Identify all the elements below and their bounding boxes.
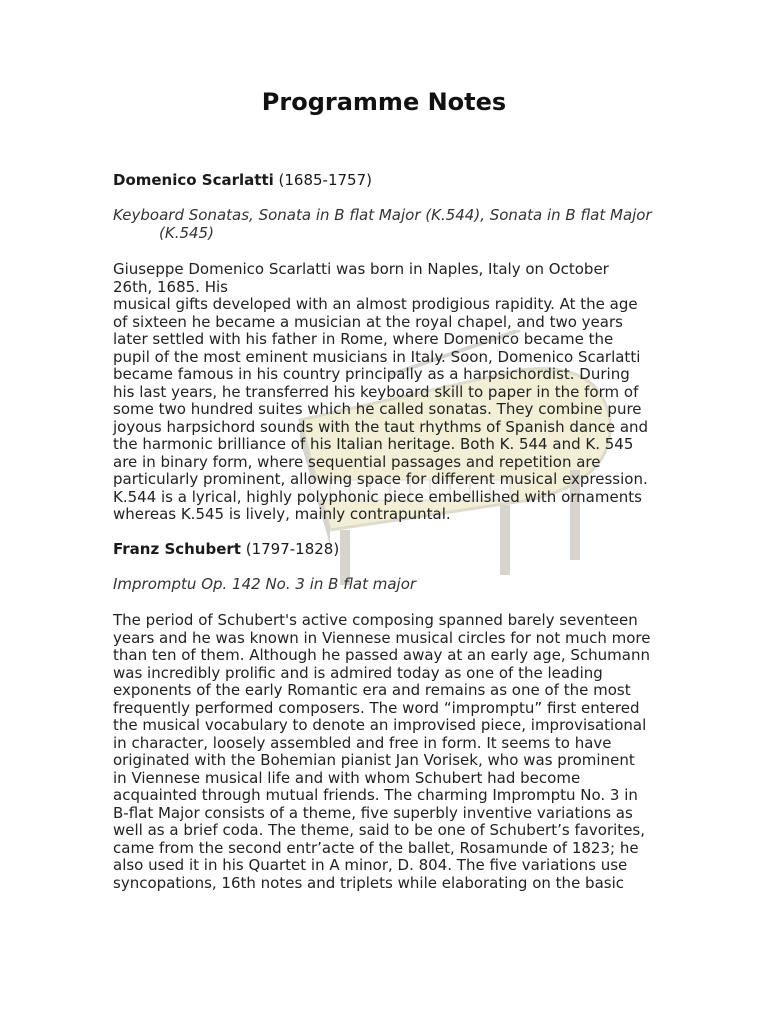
text-line: The period of Schubert's active composing spanned barely seventeen	[113, 611, 638, 629]
composer-name: Franz Schubert	[113, 540, 241, 558]
text-line: his last years, he transferred his keyboard skill to paper in the form of	[113, 382, 639, 401]
text-line: whereas K.545 is lively, mainly contrapuntal.	[113, 505, 451, 523]
text-line: K.544 is a lyrical, highly polyphonic piece embellished with ornaments	[113, 487, 642, 506]
text-line: syncopations, 16th notes and triplets while elaborating on the basic	[113, 873, 625, 892]
work-title: Impromptu Op. 142 No. 3 in B flat major	[113, 575, 417, 593]
composer-dates: (1685-1757)	[273, 171, 372, 189]
text-line: of sixteen he became a musician at the royal chapel, and two years	[113, 312, 623, 331]
text-line: in Viennese musical life and with whom Schubert had become	[113, 768, 581, 787]
text-line: became famous in his country principally as a harpsichordist. During	[113, 365, 630, 383]
text-line: came from the second entr’acte of the ballet, Rosamunde of 1823; he	[113, 838, 639, 857]
text-line: exponents of the early Romantic era and remains as one of the most	[113, 681, 631, 699]
composer-notes	[113, 612, 653, 892]
composer-notes	[113, 261, 653, 524]
page-title: Programme Notes	[261, 88, 507, 116]
text-line: the musical vocabulary to denote an improvised piece, improvisational	[113, 716, 647, 734]
text-line: are in binary form, where sequential passages and repetition are	[113, 452, 601, 471]
text-line: well as a brief coda. The theme, said to be one of Schubert’s favorites,	[113, 821, 646, 839]
text-line: also used it in his Quartet in A minor, D. 804. The five variations use	[113, 856, 628, 874]
text-line: particularly prominent, allowing space for different musical expression.	[113, 470, 648, 488]
text-line: some two hundred suites which he called sonatas. They combine pure	[113, 400, 642, 418]
text-line: pupil of the most eminent musicians in Italy. Soon, Domenico Scarlatti	[113, 347, 641, 366]
text-line: Giuseppe Domenico Scarlatti was born in Naples, Italy on October	[113, 260, 609, 278]
text-line: frequently performed composers. The word “impromptu” first entered	[113, 698, 640, 717]
text-line: was incredibly prolific and is admired today as one of the leading	[113, 663, 603, 682]
composer-heading	[113, 172, 653, 190]
composer-dates: (1797-1828)	[240, 540, 340, 558]
text-line: 26th, 1685. His	[113, 277, 228, 296]
composer-heading	[113, 541, 653, 559]
text-line: originated with the Bohemian pianist Jan Vorisek, who was prominent	[113, 751, 635, 769]
text-line: in character, loosely assembled and free in form. It seems to have	[113, 733, 612, 752]
text-line: acquainted through mutual friends. The charming Impromptu No. 3 in	[113, 786, 638, 804]
text-line: the harmonic brilliance of his Italian heritage. Both K. 544 and K. 545	[113, 435, 634, 453]
text-line: joyous harpsichord sounds with the taut rhythms of Spanish dance and	[113, 417, 649, 436]
text-line: B-flat Major consists of a theme, five superbly inventive variations as	[113, 803, 633, 822]
text-line: later settled with his father in Rome, where Domenico became the	[113, 330, 614, 348]
work-title: Keyboard Sonatas, Sonata in B flat Major (K.544), Sonata in B flat Major (K.545)	[113, 206, 652, 242]
text-line: than ten of them. Although he passed away at an early age, Schumann	[113, 646, 650, 664]
text-line: years and he was known in Viennese musical circles for not much more	[113, 628, 651, 647]
composer-name: Domenico Scarlatti	[113, 171, 274, 189]
text-line: musical gifts developed with an almost prodigious rapidity. At the age	[113, 295, 638, 313]
